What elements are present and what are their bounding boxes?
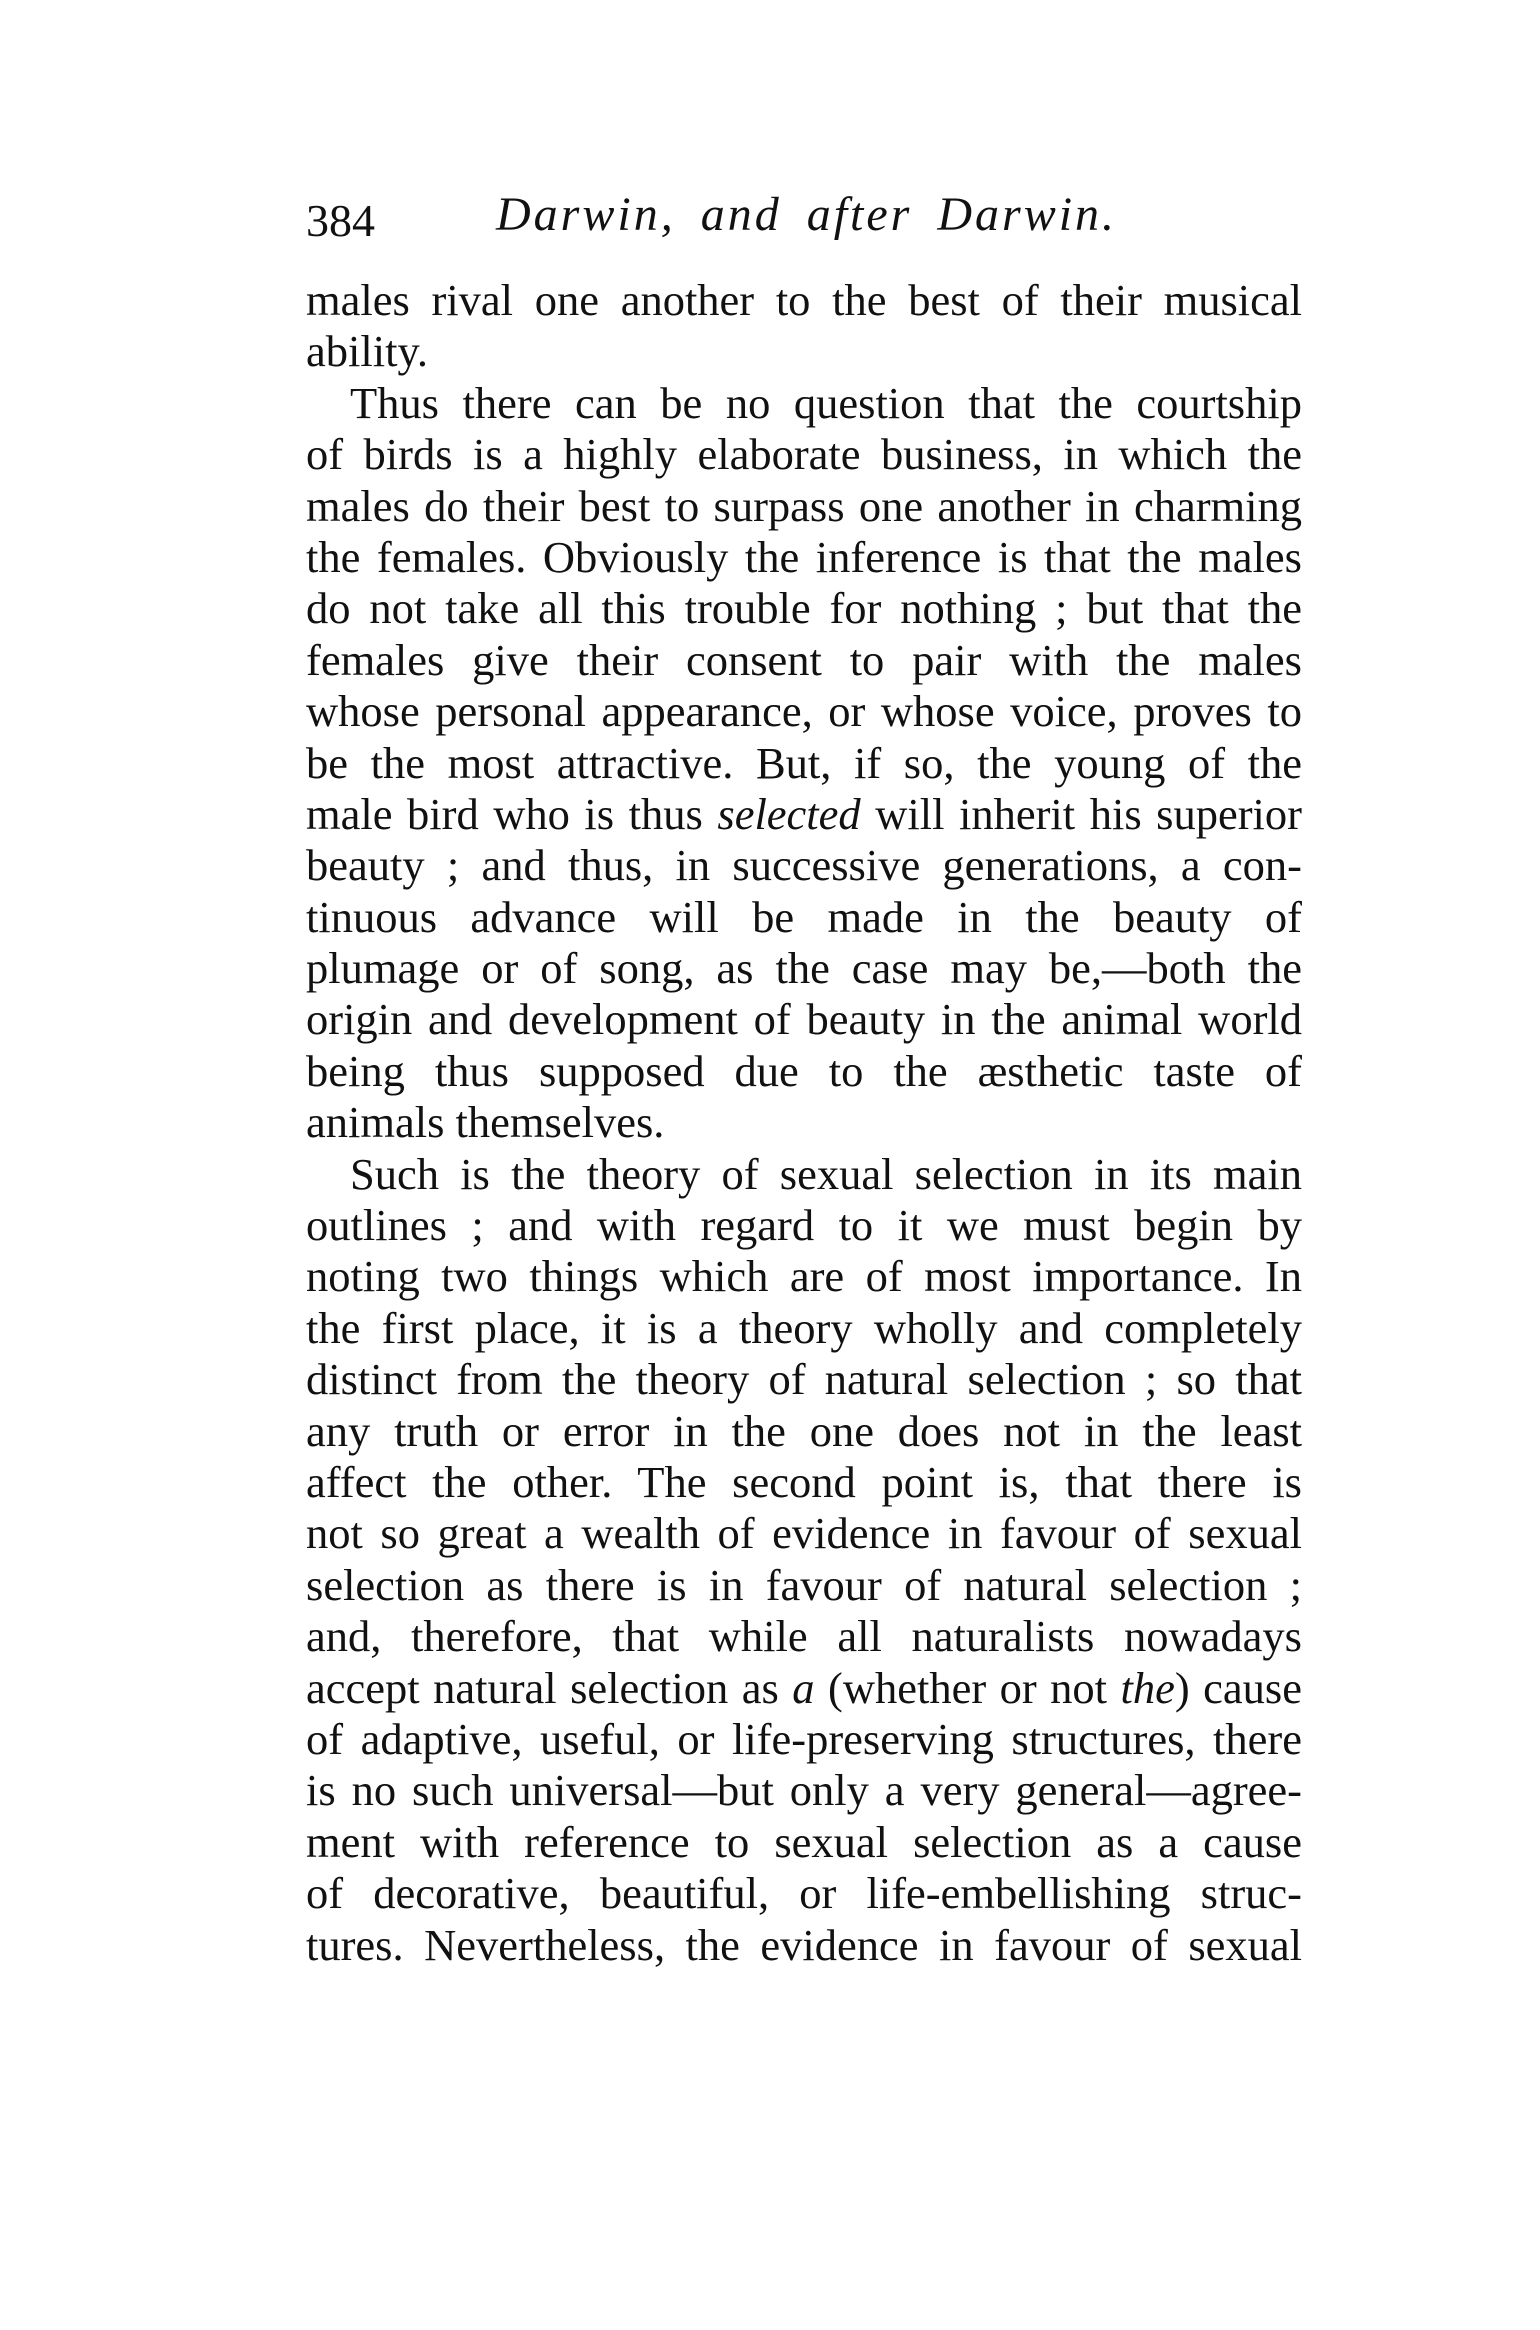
text-run: will inherit his superior [860, 788, 1302, 839]
text-line: distinct from the theory of natural selection ; so that [306, 1354, 1302, 1405]
text-line: plumage or of song, as the case may be,—both the [306, 943, 1302, 994]
text-line [306, 1663, 1302, 1714]
paragraph-first-line: Such is the theory of sexual selection in its main [350, 1148, 1302, 1199]
text-line: tures. Nevertheless, the evidence in favour of sexual [306, 1919, 1302, 1970]
text-line [306, 789, 1302, 840]
text-line: ability. [306, 326, 428, 377]
running-title: Darwin, and after Darwin. [496, 188, 1118, 241]
text-line: females give their consent to pair with the males [306, 634, 1302, 685]
text-line: tinuous advance will be made in the beauty of [306, 891, 1302, 942]
text-run: accept natural selection as [306, 1662, 793, 1713]
paragraph-first-line: Thus there can be no question that the courtship [350, 377, 1302, 428]
text-line: animals themselves. [306, 1097, 665, 1148]
text-run: (whether or not [814, 1662, 1121, 1713]
page-number: 384 [306, 195, 375, 246]
italic-emphasis: the [1120, 1662, 1175, 1713]
text-run: ) cause [1174, 1662, 1303, 1713]
text-line: of adaptive, useful, or life-preserving structures, there [306, 1713, 1302, 1764]
text-line: males rival one another to the best of their musical [306, 275, 1302, 325]
text-line: the females. Obviously the inference is that the males [306, 531, 1302, 582]
text-line: do not take all this trouble for nothing ; but that the [306, 583, 1302, 634]
italic-emphasis: a [792, 1662, 815, 1713]
text-line: males do their best to surpass one another in charming [306, 480, 1302, 531]
text-line: of birds is a highly elaborate business, in which the [306, 429, 1302, 480]
text-line: is no such universal—but only a very general—agree- [306, 1765, 1302, 1816]
text-line: the first place, it is a theory wholly and completely [306, 1302, 1302, 1353]
body-text [306, 275, 1302, 1971]
text-run: male bird who is thus [306, 788, 718, 839]
text-line: be the most attractive. But, if so, the young of the [306, 737, 1302, 788]
text-line: not so great a wealth of evidence in favour of sexual [306, 1508, 1302, 1559]
text-line: any truth or error in the one does not in the least [306, 1405, 1302, 1456]
running-head [306, 186, 1306, 256]
text-line: beauty ; and thus, in successive generations, a con- [306, 840, 1302, 891]
text-line: of decorative, beautiful, or life-embellishing struc- [306, 1868, 1302, 1919]
text-line: and, therefore, that while all naturalists nowadays [306, 1611, 1302, 1662]
text-line: whose personal appearance, or whose voice, proves to [306, 686, 1302, 737]
text-line: outlines ; and with regard to it we must begin by [306, 1200, 1302, 1251]
text-line: ment with reference to sexual selection as a cause [306, 1816, 1302, 1867]
text-line: being thus supposed due to the æsthetic taste of [306, 1045, 1302, 1096]
text-line: origin and development of beauty in the animal world [306, 994, 1302, 1045]
text-line: selection as there is in favour of natural selection ; [306, 1559, 1302, 1610]
text-line: affect the other. The second point is, that there is [306, 1456, 1302, 1507]
italic-emphasis: selected [717, 788, 861, 839]
text-line: noting two things which are of most importance. In [306, 1251, 1302, 1302]
